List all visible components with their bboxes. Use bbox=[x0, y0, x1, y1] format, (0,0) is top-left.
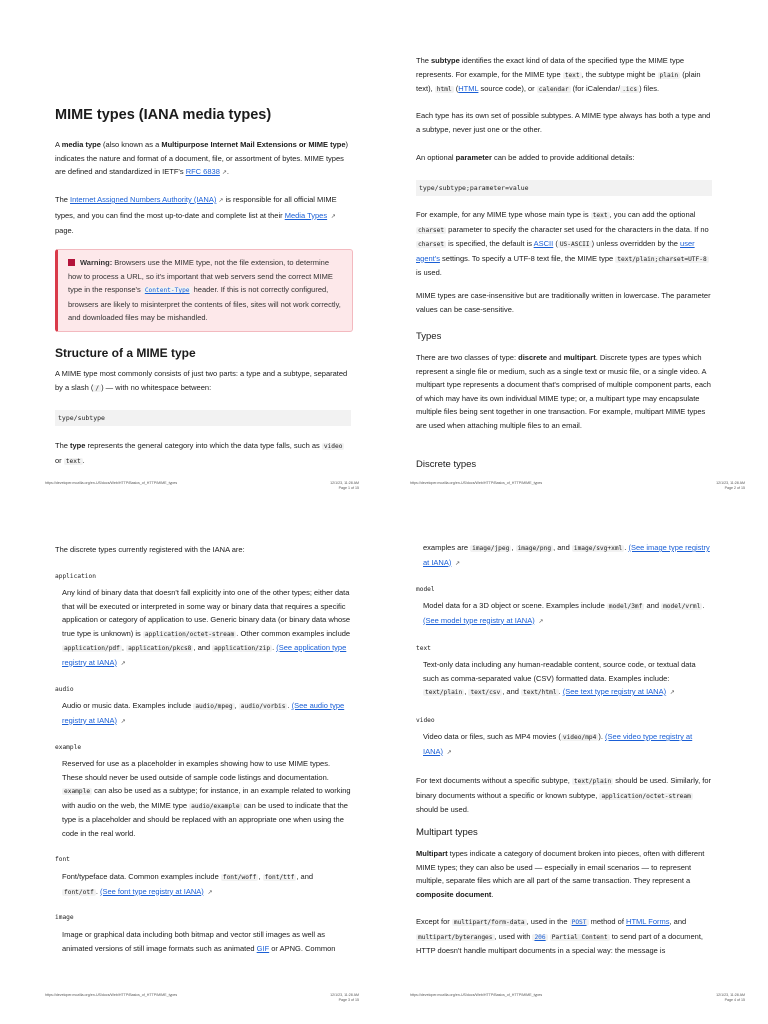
text-run: , used in the bbox=[526, 917, 570, 926]
footer-url: https://developer.mozilla.org/en-US/docs/Web/HTTP/Basics_of_HTTP/MIME_types bbox=[45, 481, 178, 485]
definition-video bbox=[416, 717, 712, 724]
text-run: is responsible for all official MIME types, and you can find the most up-to-date and complete list at their bbox=[55, 195, 337, 220]
code-block-type-subtype bbox=[55, 410, 351, 426]
pdf-page-2 bbox=[384, 0, 768, 512]
inline-link[interactable]: (See font type registry at IANA) bbox=[99, 886, 204, 896]
subtype-text bbox=[416, 54, 712, 97]
pdf-page-1 bbox=[0, 0, 384, 512]
external-link-icon: ↗ bbox=[453, 560, 461, 567]
type-paragraph bbox=[55, 439, 351, 468]
inline-code-link[interactable]: Content-Type bbox=[144, 287, 190, 294]
text-run: header. If this is not correctly configured, browsers are likely to misinterpret the contents of files, sites will not work correctly, and downloaded files may be mishandled. bbox=[68, 285, 341, 322]
text-run: page. bbox=[55, 226, 74, 235]
multipart-text bbox=[416, 847, 712, 901]
inline-code: text bbox=[564, 71, 580, 79]
inline-code: text/plain bbox=[425, 689, 463, 696]
external-link-icon: ↗ bbox=[445, 749, 452, 756]
warning-text bbox=[68, 256, 344, 325]
text-run: represents the general category into which the data type falls, such as bbox=[85, 441, 322, 450]
external-link-icon: ↗ bbox=[536, 618, 544, 625]
text-run: can be added to provide additional details: bbox=[491, 153, 635, 162]
model-description bbox=[423, 599, 712, 629]
external-link-icon: ↗ bbox=[668, 690, 675, 696]
definition-text bbox=[416, 645, 712, 652]
text-run: , and bbox=[296, 872, 314, 881]
text-run: . bbox=[624, 543, 629, 552]
pdf-page-3 bbox=[0, 512, 384, 1024]
text-run: , bbox=[121, 643, 127, 652]
external-link-icon: ↗ bbox=[119, 660, 126, 667]
text-run: For example, for any MIME type whose main type is bbox=[416, 210, 591, 219]
footer-url: https://developer.mozilla.org/en-US/docs/Web/HTTP/Basics_of_HTTP/MIME_types bbox=[45, 993, 178, 997]
definition-audio-body bbox=[55, 699, 351, 729]
warning-icon bbox=[68, 259, 75, 266]
text-run: Model data for a 3D object or scene. Examples include bbox=[423, 601, 607, 610]
page-title: MIME types (IANA media types) bbox=[55, 107, 272, 123]
types-paragraph bbox=[416, 351, 712, 432]
definition-example bbox=[55, 744, 351, 751]
external-link-icon: ↗ bbox=[329, 213, 336, 220]
text-run: types indicate a category of document broken into pieces, often with different MIME types; they can also be used — especially in email scenarios — to represent multiple, separate files which are all part of the same transaction. They represent a bbox=[416, 849, 705, 885]
text-run: For text documents without a specific subtype, bbox=[416, 776, 572, 785]
definition-image-body bbox=[55, 928, 351, 955]
text-run: Each type has its own set of possible subtypes. A MIME type always has both a type and a subtype, never just one or the other. bbox=[416, 111, 711, 134]
structure-heading: Structure of a MIME type bbox=[55, 346, 196, 360]
text-run: , and bbox=[669, 917, 687, 926]
text-run: , bbox=[511, 543, 516, 552]
text-run: method of bbox=[588, 917, 627, 926]
text-run: or bbox=[55, 455, 64, 465]
inline-code: application/octet-stream bbox=[144, 630, 235, 638]
except-text bbox=[416, 915, 712, 958]
text-run: can be used to indicate that the type is a placeholder and should be replaced with an appropriate one when using the code in the real world. bbox=[62, 800, 348, 838]
definition-font bbox=[55, 856, 351, 863]
code-block-parameter bbox=[416, 180, 712, 196]
inline-code: text/csv bbox=[470, 689, 501, 696]
inline-code: text/html bbox=[523, 689, 557, 696]
text-run: There are two classes of type: bbox=[416, 353, 519, 362]
text-run: MIME types are case-insensitive but are traditionally written in lowercase. The parameter values can be case-sensitive. bbox=[416, 291, 711, 314]
definition-application bbox=[55, 573, 351, 580]
inline-code: font/woff bbox=[222, 874, 257, 881]
text-run: The discrete types currently registered with the IANA are: bbox=[55, 545, 245, 554]
inline-code: application/zip bbox=[214, 645, 271, 652]
text-run: , and bbox=[502, 687, 522, 696]
footer-page-number: Page 2 of 15 bbox=[724, 485, 745, 490]
footer-page-number: Page 1 of 15 bbox=[338, 485, 359, 490]
footer-meta bbox=[330, 481, 359, 490]
text-run: Reserved for use as a placeholder in examples showing how to use MIME types. These should never be used outside of sample code listings and documentation. bbox=[62, 759, 331, 782]
inline-code: application/pdf bbox=[64, 645, 120, 652]
footer-date: 12/1/23, 11:28 AM bbox=[330, 993, 359, 997]
inline-code: text bbox=[592, 212, 608, 219]
inline-link[interactable]: GIF bbox=[256, 943, 270, 953]
video-description bbox=[423, 730, 712, 760]
inline-code: text/plain;charset=UTF-8 bbox=[617, 255, 707, 263]
bold-text: parameter bbox=[455, 153, 492, 162]
text-run: . bbox=[702, 601, 705, 610]
external-link-icon: ↗ bbox=[119, 718, 126, 725]
text-run: , used with bbox=[494, 931, 533, 941]
text-run: ). bbox=[598, 732, 606, 741]
inline-code: text bbox=[65, 457, 81, 465]
text-run: should be used. bbox=[416, 805, 469, 814]
inline-link[interactable]: Media Types bbox=[284, 210, 328, 220]
text-run: Image or graphical data including both bitmap and vector still images as well as animated versions of still image formats such as animated bbox=[62, 930, 326, 953]
case-text bbox=[416, 289, 712, 316]
text-run: and bbox=[546, 353, 564, 362]
inline-code: / bbox=[95, 384, 100, 392]
discrete-intro-text bbox=[55, 543, 351, 557]
text-run: (also known as a bbox=[100, 140, 162, 149]
image-description bbox=[62, 928, 351, 955]
intro-text bbox=[55, 138, 351, 181]
footer-date: 12/1/23, 11:28 AM bbox=[716, 481, 745, 485]
text-run: The bbox=[55, 195, 71, 204]
inline-code: Partial Content bbox=[551, 933, 608, 941]
text-run: . bbox=[287, 701, 292, 710]
inline-link[interactable]: HTML Forms bbox=[626, 917, 670, 926]
inline-code: video/mp4 bbox=[562, 734, 597, 741]
warning-body bbox=[68, 258, 341, 322]
text-run: settings. To specify a UTF-8 text file, the MIME type bbox=[439, 253, 616, 263]
structure-heading-block bbox=[55, 346, 351, 361]
inline-code: html bbox=[436, 86, 452, 93]
text-run: , bbox=[234, 701, 239, 710]
inline-code: calendar bbox=[538, 86, 569, 93]
code-parameter: type/subtype;parameter=value bbox=[419, 184, 529, 192]
bold-text: subtype bbox=[431, 56, 460, 65]
external-link-icon: ↗ bbox=[221, 170, 227, 176]
text-run: ) unless overridden by the bbox=[591, 239, 681, 248]
structure-text bbox=[55, 367, 351, 395]
text-run: An optional bbox=[416, 153, 456, 162]
bold-text: multipart bbox=[563, 353, 596, 362]
application-description bbox=[62, 586, 351, 671]
definition-video-body bbox=[416, 730, 712, 760]
inline-link[interactable]: (See application type registry at IANA) bbox=[62, 643, 347, 667]
bold-text: Warning: bbox=[80, 258, 113, 267]
bold-text: media type bbox=[61, 140, 101, 149]
inline-link[interactable]: HTML bbox=[458, 84, 479, 93]
inline-code: model/3mf bbox=[608, 603, 643, 610]
footer-date: 12/1/23, 11:28 AM bbox=[330, 481, 359, 485]
text-run: is specified, the default is bbox=[446, 239, 534, 248]
footer-page-number: Page 4 of 15 bbox=[724, 997, 745, 1002]
inline-code: multipart/form-data bbox=[453, 919, 525, 926]
definition-image bbox=[55, 914, 351, 921]
parameter-paragraph bbox=[416, 151, 712, 165]
text-run: The bbox=[416, 56, 432, 65]
code-type-subtype: type/subtype bbox=[58, 414, 105, 422]
text-run: Except for bbox=[416, 917, 452, 926]
term-model: model bbox=[416, 586, 435, 593]
term-image: image bbox=[55, 914, 74, 921]
text-run: parameter to specify the character set used for the characters in the data. If no bbox=[446, 224, 709, 234]
text-run: ) indicates the nature and format of a document, file, or assortment of bytes. MIME types are defined and standardized in IETF's bbox=[55, 140, 349, 176]
inline-code: image/svg+xml bbox=[573, 545, 623, 552]
text-run: identifies the exact kind of data of the specified type the MIME type represents. For example, for the MIME type bbox=[416, 56, 685, 79]
inline-code: font/otf bbox=[64, 888, 94, 896]
inline-code: audio/vorbis bbox=[240, 703, 286, 710]
inline-code: application/octet-stream bbox=[601, 792, 691, 800]
except-paragraph bbox=[416, 915, 712, 958]
inline-code: .ics bbox=[622, 86, 638, 93]
inline-link[interactable]: ASCII bbox=[533, 239, 554, 248]
text-run: ( bbox=[453, 84, 459, 93]
text-run: ) files. bbox=[639, 84, 660, 93]
definition-font-body bbox=[55, 870, 351, 900]
image-continued-paragraph bbox=[416, 541, 712, 571]
inline-link[interactable]: (See image type registry at IANA) bbox=[423, 543, 710, 567]
footer-page-number: Page 3 of 15 bbox=[338, 997, 359, 1002]
text-run: to send part of a document, HTTP doesn't handle multipart documents in a special way: the message is bbox=[416, 931, 704, 955]
text-run: (for iCalendar/ bbox=[570, 84, 621, 93]
text-run: ( bbox=[553, 239, 558, 248]
definition-example-body bbox=[55, 757, 351, 840]
inline-link[interactable]: (See video type registry at IANA) bbox=[423, 732, 693, 756]
footer-meta bbox=[716, 993, 745, 1002]
text-run: Any kind of binary data that doesn't fall explicitly into one of the other types; either data that will be executed or interpreted in some way or binary data that requires a specific application or category of application to use. Generic binary data (or binary data whose true type is unknown) is bbox=[62, 588, 351, 638]
inline-link[interactable]: Internet Assigned Numbers Authority (IANA) bbox=[70, 195, 217, 204]
bold-text: discrete bbox=[518, 353, 547, 362]
each-type-paragraph bbox=[416, 109, 712, 136]
subtype-paragraph bbox=[416, 54, 712, 97]
text-run: . Discrete types are types which represent a single file or medium, such as a single text or music file, or a single video. A multipart type represents a document that's comprised of multiple component parts, each of which may have its own individual MIME type; or, a multipart type may encapsulate multiple files being sent together in one transaction. For example, multipart MIME types are used when attaching multiple files to an email. bbox=[416, 353, 711, 430]
term-example: example bbox=[55, 744, 82, 751]
text-run: The bbox=[55, 441, 71, 450]
discrete-heading-block bbox=[416, 459, 712, 471]
text-run: . bbox=[95, 886, 100, 896]
warning-callout bbox=[55, 249, 353, 332]
text-run: . bbox=[558, 687, 563, 696]
bold-text: composite document bbox=[416, 889, 492, 899]
inline-code: video bbox=[323, 443, 343, 450]
bold-text: Multipart bbox=[416, 849, 448, 858]
text-run: . Other common examples include bbox=[236, 628, 351, 638]
audio-description bbox=[62, 699, 351, 729]
inline-link[interactable]: RFC 6838 bbox=[185, 167, 220, 176]
text-run: can also be used as a subtype; for instance, in an example related to working with audio on the web, the MIME type bbox=[62, 786, 351, 810]
text-run: examples are bbox=[423, 543, 471, 552]
inline-code: model/vrml bbox=[663, 603, 701, 610]
inline-code: charset bbox=[418, 241, 445, 248]
example-description bbox=[62, 757, 351, 840]
text-run: (plain text), bbox=[416, 69, 701, 93]
inline-link[interactable]: (See model type registry at IANA) bbox=[423, 615, 535, 625]
text-run: . bbox=[491, 889, 494, 899]
case-paragraph bbox=[416, 289, 712, 316]
multipart-paragraph bbox=[416, 847, 712, 901]
bold-text: Multipurpose Internet Mail Extensions or MIME type bbox=[161, 140, 346, 149]
types-heading-block bbox=[416, 331, 712, 343]
fallback-text bbox=[416, 774, 712, 817]
inline-code: image/png bbox=[517, 545, 552, 552]
types-text bbox=[416, 351, 712, 432]
type-text bbox=[55, 439, 351, 468]
footer-url: https://developer.mozilla.org/en-US/docs/Web/HTTP/Basics_of_HTTP/MIME_types bbox=[410, 993, 543, 997]
fallback-paragraph bbox=[416, 774, 712, 817]
text-run: Text-only data including any human-readable content, source code, or textual data such as comma-separated value (CSV) formatted data. Examples include: bbox=[423, 660, 696, 683]
definition-text-body bbox=[416, 658, 712, 701]
text-run: A bbox=[55, 140, 62, 149]
definition-application-body bbox=[55, 586, 351, 671]
text-run: Font/typeface data. Common examples include bbox=[62, 872, 221, 881]
text-run: is used. bbox=[416, 268, 442, 277]
text-run: or APNG. Common bbox=[269, 943, 336, 953]
multipart-heading-block bbox=[416, 827, 712, 839]
inline-code-link[interactable]: 206 bbox=[534, 933, 546, 941]
inline-code-link[interactable]: POST bbox=[571, 919, 587, 926]
inline-code: image/jpeg bbox=[472, 545, 510, 552]
inline-code: audio/example bbox=[191, 802, 240, 810]
iana-paragraph bbox=[55, 193, 351, 238]
footer-meta bbox=[716, 481, 745, 490]
text-run: Browsers use the MIME type, not the file extension, to determine how to process a URL, so it's important that web servers send the correct MIME type in the response's bbox=[68, 258, 333, 294]
font-description bbox=[62, 870, 351, 900]
footer-meta bbox=[330, 993, 359, 1002]
inline-code: example bbox=[64, 788, 91, 795]
iana-text bbox=[55, 193, 351, 238]
term-text: text bbox=[416, 645, 431, 652]
external-link-icon: ↗ bbox=[205, 889, 213, 896]
text-run: , and bbox=[553, 543, 572, 552]
inline-link[interactable]: (See audio type registry at IANA) bbox=[62, 701, 345, 725]
each-type-text bbox=[416, 109, 712, 136]
footer-url: https://developer.mozilla.org/en-US/docs/Web/HTTP/Basics_of_HTTP/MIME_types bbox=[410, 481, 543, 485]
text-run: , the subtype might be bbox=[581, 69, 658, 79]
external-link-icon: ↗ bbox=[218, 198, 224, 204]
term-video: video bbox=[416, 717, 435, 724]
pdf-page-4 bbox=[384, 512, 768, 1024]
inline-link[interactable]: user agent's bbox=[416, 239, 695, 263]
definition-audio bbox=[55, 686, 351, 693]
discrete-heading: Discrete types bbox=[416, 459, 477, 470]
definition-model bbox=[416, 586, 712, 593]
inline-code: font/ttf bbox=[264, 874, 295, 881]
charset-text bbox=[416, 208, 712, 280]
multipart-heading: Multipart types bbox=[416, 827, 478, 838]
text-run: , bbox=[464, 687, 469, 696]
bold-text: type bbox=[70, 441, 86, 450]
inline-code: audio/mpeg bbox=[195, 703, 233, 710]
intro-paragraph bbox=[55, 138, 351, 181]
discrete-intro-paragraph bbox=[55, 543, 351, 557]
text-run: , you can add the optional bbox=[609, 210, 696, 219]
text-run: . bbox=[272, 643, 277, 652]
definition-model-body bbox=[416, 599, 712, 629]
types-heading: Types bbox=[416, 331, 442, 342]
term-audio: audio bbox=[55, 686, 74, 693]
inline-code: text/plain bbox=[573, 778, 612, 785]
text-run: should be used. Similarly, for binary documents without a specific or known subtype, bbox=[416, 776, 712, 800]
charset-paragraph bbox=[416, 208, 712, 280]
text-run: Video data or files, such as MP4 movies ( bbox=[423, 732, 561, 741]
text-run: ) — with no whitespace between: bbox=[101, 382, 212, 392]
text-run: . bbox=[226, 167, 229, 176]
inline-code: multipart/byteranges bbox=[418, 933, 493, 941]
text-run: source code), or bbox=[478, 84, 537, 93]
inline-code: application/pkcs8 bbox=[128, 645, 192, 652]
image-continued-text bbox=[423, 541, 712, 571]
structure-paragraph bbox=[55, 367, 351, 395]
parameter-text bbox=[416, 151, 712, 165]
text-run: Audio or music data. Examples include bbox=[62, 701, 194, 710]
text-run: . bbox=[82, 455, 85, 465]
text-run: , bbox=[258, 872, 263, 881]
text-run: , and bbox=[193, 643, 213, 652]
term-application: application bbox=[55, 573, 96, 580]
footer-date: 12/1/23, 11:28 AM bbox=[716, 993, 745, 997]
page-title-block bbox=[55, 106, 351, 124]
term-font: font bbox=[55, 856, 70, 863]
text-description bbox=[423, 658, 712, 701]
text-run: A MIME type most commonly consists of just two parts: a type and a subtype, separated by a slash ( bbox=[55, 369, 348, 392]
inline-code: charset bbox=[418, 226, 445, 234]
inline-code: US-ASCII bbox=[559, 241, 590, 248]
inline-code: plain bbox=[659, 71, 679, 79]
inline-link[interactable]: (See text type registry at IANA) bbox=[562, 687, 667, 696]
text-run: and bbox=[644, 601, 662, 610]
